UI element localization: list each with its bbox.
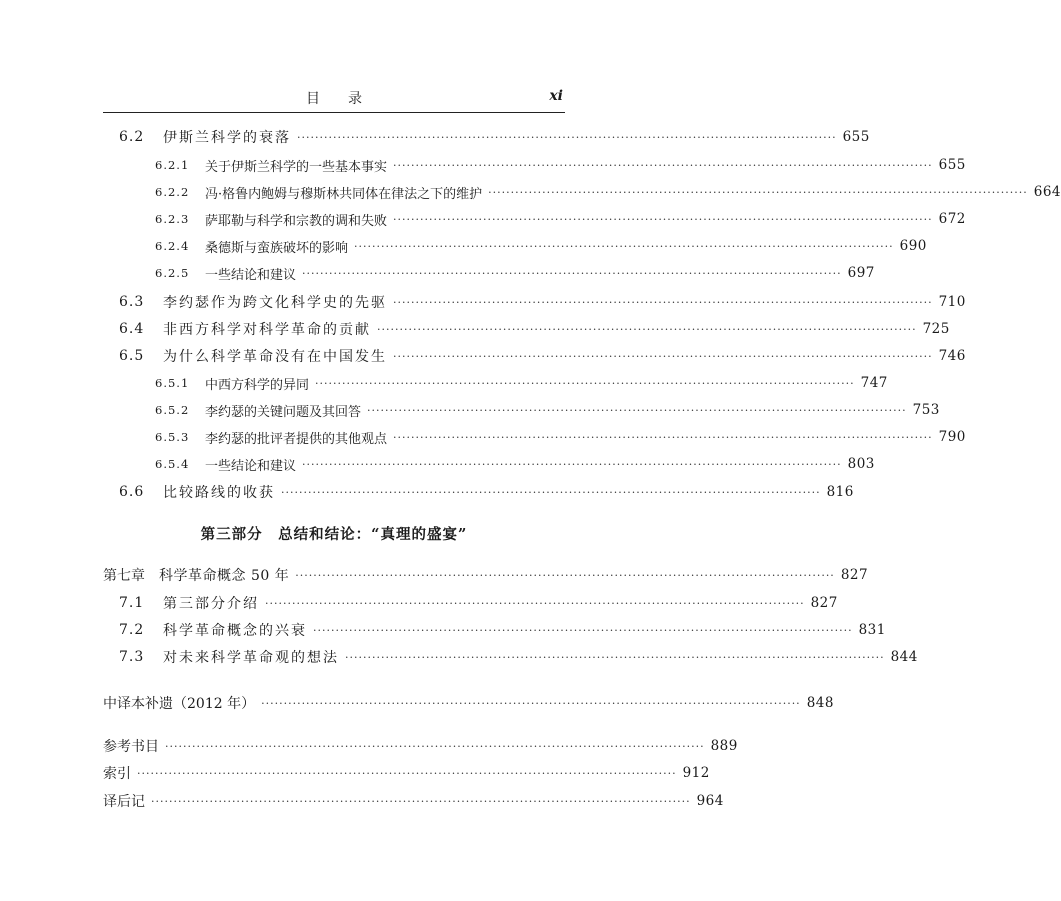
toc-entry-number: 6.5.3 [155, 430, 190, 444]
toc-leader-dots: ························································································································ [393, 158, 933, 172]
toc-leader-dots: ························································································································ [354, 239, 894, 253]
toc-backmatter-entry[interactable] [0, 761, 710, 785]
part-three-heading: 第三部分 总结和结论：“真理的盛宴” [200, 526, 468, 543]
toc-entry-title: 萨耶勒与科学和宗教的调和失败 [205, 213, 388, 229]
toc-entry-number: 7.3 [119, 649, 145, 665]
toc-leader-dots: ························································································································ [488, 185, 1028, 199]
toc-entry-page: 725 [922, 321, 950, 337]
toc-leader-dots: ························································································································ [367, 403, 907, 417]
toc-leader-dots: ························································································································ [302, 457, 842, 471]
toc-entry[interactable] [0, 645, 918, 669]
toc-entry[interactable] [0, 317, 950, 341]
toc-entry[interactable] [0, 344, 966, 368]
toc-entry-title: 一些结论和建议 [205, 458, 297, 474]
toc-entry[interactable] [0, 591, 838, 615]
toc-entry-page: 803 [847, 456, 875, 472]
toc-entry-title: 中西方科学的异同 [205, 377, 310, 393]
toc-leader-dots: ························································································································ [165, 739, 705, 753]
toc-leader-dots: ························································································································ [393, 349, 933, 363]
toc-entry-page: 844 [890, 649, 918, 665]
toc-entry[interactable] [0, 261, 875, 285]
toc-entry[interactable] [0, 234, 927, 258]
toc-leader-dots: ························································································································ [393, 295, 933, 309]
toc-entry[interactable] [0, 480, 854, 504]
toc-entry-number: 6.6 [119, 484, 145, 500]
toc-leader-dots: ························································································································ [297, 130, 837, 144]
toc-entry-number: 6.5 [119, 348, 145, 364]
toc-entry-title: 李约瑟作为跨文化科学史的先驱 [163, 295, 387, 311]
toc-entry-page: 746 [938, 348, 966, 364]
toc-entry[interactable] [0, 425, 966, 449]
toc-entry-page: 655 [842, 129, 870, 145]
toc-entry-number: 6.5.2 [155, 403, 190, 417]
toc-entry-title: 科学革命概念 50 年 [159, 568, 290, 584]
toc-entry-page: 889 [710, 738, 738, 754]
toc-entry[interactable] [0, 398, 940, 422]
toc-entry-title: 为什么科学革命没有在中国发生 [163, 349, 387, 365]
toc-entry[interactable] [0, 371, 888, 395]
toc-leader-dots: ························································································································ [313, 623, 853, 637]
toc-entry-number: 6.3 [119, 294, 145, 310]
toc-entry-page: 964 [696, 793, 724, 809]
toc-entry-page: 690 [899, 238, 927, 254]
toc-entry-page: 664 [1033, 184, 1061, 200]
toc-entry-number: 6.2.4 [155, 239, 190, 253]
toc-entry[interactable] [0, 290, 966, 314]
toc-entry-title: 译后记 [103, 794, 145, 810]
toc-entry[interactable] [0, 207, 966, 231]
toc-entry-title: 李约瑟的关键问题及其回答 [205, 404, 362, 420]
toc-chapter-entry[interactable] [0, 563, 869, 587]
toc-entry-page: 816 [826, 484, 854, 500]
toc-leader-dots: ························································································································ [302, 266, 842, 280]
toc-entry-page: 912 [682, 765, 710, 781]
toc-entry-page: 697 [847, 265, 875, 281]
toc-entry-page: 655 [938, 157, 966, 173]
toc-entry-title: 中译本补遗（2012 年） [103, 696, 256, 712]
toc-entry-title: 索引 [103, 766, 131, 782]
toc-leader-dots: ························································································································ [315, 376, 855, 390]
toc-entry-title: 李约瑟的批评者提供的其他观点 [205, 431, 388, 447]
toc-entry-title: 冯·格鲁内鲍姆与穆斯林共同体在律法之下的维护 [205, 186, 483, 202]
toc-leader-dots: ························································································································ [393, 212, 933, 226]
toc-entry-number: 6.2.5 [155, 266, 190, 280]
toc-entry-page: 790 [938, 429, 966, 445]
header-page-number: xi [549, 88, 563, 104]
toc-entry-number: 6.5.4 [155, 457, 190, 471]
toc-entry-number: 第七章 [103, 568, 145, 584]
toc-entry[interactable] [0, 618, 886, 642]
toc-leader-dots: ························································································································ [393, 430, 933, 444]
toc-entry-title: 非西方科学对科学革命的贡献 [163, 322, 371, 338]
toc-leader-dots: ························································································································ [261, 696, 801, 710]
toc-entry[interactable] [0, 452, 875, 476]
toc-entry-number: 6.2.3 [155, 212, 190, 226]
toc-entry-number: 6.2 [119, 129, 145, 145]
toc-entry-number: 7.1 [119, 595, 145, 611]
toc-leader-dots: ························································································································ [295, 568, 835, 582]
toc-backmatter-entry[interactable] [0, 734, 738, 758]
toc-entry-title: 伊斯兰科学的衰落 [163, 130, 291, 146]
running-header [103, 86, 565, 113]
toc-entry-page: 753 [912, 402, 940, 418]
toc-entry-page: 827 [810, 595, 838, 611]
toc-entry-title: 桑德斯与蛮族破坏的影响 [205, 240, 349, 256]
toc-entry-title: 科学革命概念的兴衰 [163, 623, 307, 639]
toc-entry-title: 对未来科学革命观的想法 [163, 650, 339, 666]
toc-entry-page: 827 [840, 567, 869, 583]
toc-entry-title: 参考书目 [103, 739, 159, 755]
toc-entry-page: 831 [858, 622, 886, 638]
toc-entry-title: 关于伊斯兰科学的一些基本事实 [205, 159, 388, 175]
toc-entry-page: 848 [806, 695, 834, 711]
toc-entry-title: 一些结论和建议 [205, 267, 297, 283]
toc-entry-number: 6.2.1 [155, 158, 190, 172]
toc-leader-dots: ························································································································ [265, 596, 805, 610]
toc-entry-number: 7.2 [119, 622, 145, 638]
toc-backmatter-entry[interactable] [0, 789, 724, 813]
toc-leader-dots: ························································································································ [281, 485, 821, 499]
toc-entry-number: 6.4 [119, 321, 145, 337]
toc-entry-page: 672 [938, 211, 966, 227]
toc-leader-dots: ························································································································ [137, 766, 677, 780]
header-title: 目录 [306, 91, 390, 107]
toc-entry-title: 第三部分介绍 [163, 596, 259, 612]
toc-entry[interactable] [0, 153, 966, 177]
toc-entry-page: 747 [860, 375, 888, 391]
toc-entry-number: 6.5.1 [155, 376, 190, 390]
toc-leader-dots: ························································································································ [151, 794, 691, 808]
toc-entry[interactable] [0, 180, 1061, 204]
toc-leader-dots: ························································································································ [377, 322, 917, 336]
toc-entry-title: 比较路线的收获 [163, 485, 275, 501]
toc-backmatter-entry[interactable] [0, 691, 834, 715]
toc-leader-dots: ························································································································ [345, 650, 885, 664]
toc-entry[interactable] [0, 125, 870, 149]
toc-entry-number: 6.2.2 [155, 185, 190, 199]
toc-entry-page: 710 [938, 294, 966, 310]
